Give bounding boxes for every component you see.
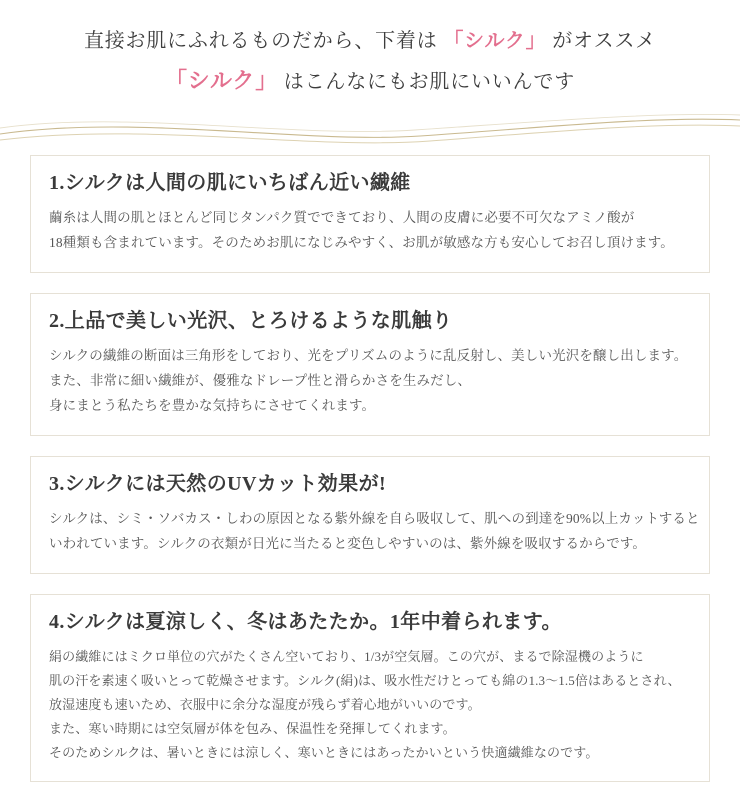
section-3-line-2: いわれています。シルクの衣類が日光に当たると変色しやすいのは、紫外線を吸収するからです。	[49, 535, 647, 551]
sections-container	[0, 155, 740, 782]
section-2-body	[49, 344, 691, 419]
section-4-line-1: 絹の繊維にはミクロ単位の穴がたくさん空いており、1/3が空気層。この穴が、まるで除湿機のように	[49, 648, 644, 664]
page-heading	[0, 0, 740, 102]
heading-line-1-pre: 直接お肌にふれるものだから、下着は	[83, 30, 444, 52]
section-1-line-2: 18種類も含まれています。そのためお肌になじみやすく、お肌が敏感な方も安心してお召し頂けます。	[49, 234, 674, 250]
heading-line-1-post: がオススメ	[546, 30, 657, 52]
section-2-line-3: 身にまとう私たちを豊かな気持ちにさせてくれます。	[49, 397, 376, 413]
section-1-title: 1.シルクは人間の肌にいちばん近い繊維	[49, 171, 411, 194]
section-box-2	[30, 293, 710, 436]
section-1-line-1: 繭糸は人間の肌とほとんど同じタンパク質でできており、人間の皮膚に必要不可欠なアミノ酸が	[49, 209, 635, 225]
section-1-body	[49, 206, 691, 256]
section-box-3	[30, 456, 710, 574]
section-4-line-2: 肌の汗を素速く吸いとって乾燥させます。シルク(絹)は、吸水性だけとっても綿の1.3〜1.5倍はあるとされ、	[49, 672, 681, 688]
heading-line-2-post: はこんなにもお肌にいいんです	[278, 71, 575, 93]
heading-line-2-accent: 「シルク」	[164, 68, 278, 93]
section-4-body	[49, 645, 691, 765]
decorative-swoosh-divider	[0, 110, 740, 150]
section-3-line-1: シルクは、シミ・ソバカス・しわの原因となる紫外線を自ら吸収して、肌への到達を90%以上カットすると	[49, 510, 700, 526]
section-2-line-2: また、非常に細い繊維が、優雅なドレープ性と滑らかさを生みだし、	[49, 372, 472, 388]
section-2-line-1: シルクの繊維の断面は三角形をしており、光をプリズムのように乱反射し、美しい光沢を醸し出します。	[49, 347, 688, 363]
section-4-line-5: そのためシルクは、暑いときには涼しく、寒いときにはあったかいという快適繊維なのです。	[49, 744, 599, 760]
section-4-title: 4.シルクは夏涼しく、冬はあたたか。1年中着られます。	[49, 610, 562, 633]
section-3-body	[49, 507, 700, 557]
section-4-line-3: 放湿速度も速いため、衣服中に余分な湿度が残らず着心地がいいのです。	[49, 696, 481, 712]
section-3-title: 3.シルクには天然のUVカット効果が!	[49, 472, 387, 495]
section-box-4	[30, 594, 710, 782]
section-4-line-4: また、寒い時期には空気層が体を包み、保温性を発揮してくれます。	[49, 720, 456, 736]
heading-line-2	[0, 60, 740, 102]
heading-line-1-accent: 「シルク」	[443, 30, 547, 52]
section-2-title: 2.上品で美しい光沢、とろけるような肌触り	[49, 309, 453, 332]
section-box-1	[30, 155, 710, 273]
heading-line-1	[0, 22, 740, 60]
